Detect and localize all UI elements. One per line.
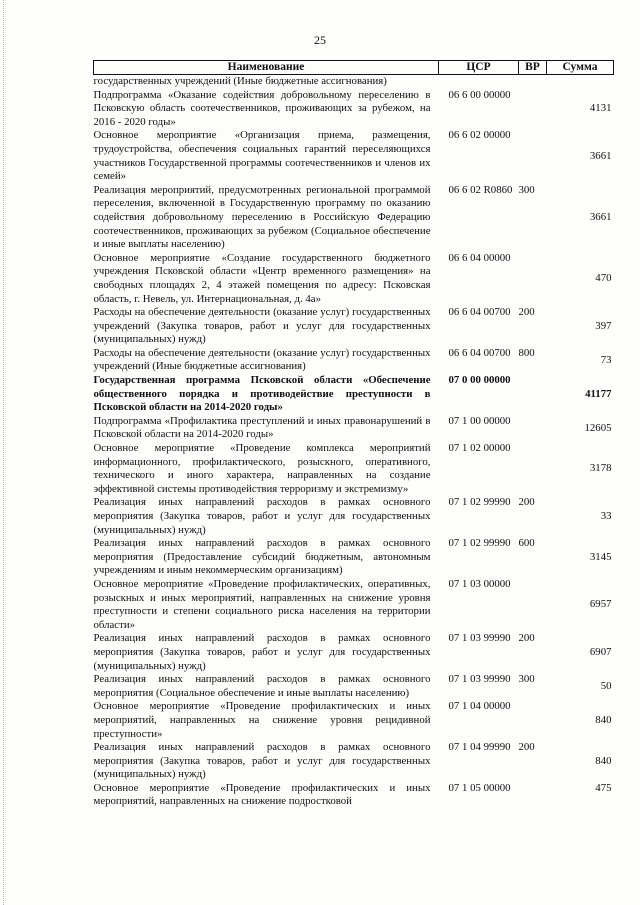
row-name-cell: Реализация иных направлений расходов в рамках основного мероприятия (Предоставление субсидий бюджетным, автономным учреждениям и иным некоммерческим организациям) [93,537,431,577]
row-csr-cell: 07 1 00 00000 [448,414,511,427]
row-sum-cell: 41177 [585,387,612,400]
table-row [94,782,614,809]
row-vr-cell: 200 [518,496,535,509]
budget-table [93,60,614,809]
table-row [94,496,614,537]
row-vr-cell: 300 [518,673,535,686]
row-sum-cell: 12605 [584,421,612,434]
table-row [94,129,614,183]
row-sum-cell: 6957 [589,598,612,611]
row-sum-cell [547,75,614,89]
row-vr-cell: 200 [518,741,535,754]
row-name-cell: Реализация мероприятий, предусмотренных региональной программой переселения, включенной в Государственную программу по оказанию содействия добровольному переселению в Российскую Федерацию соотечественников, проживающих за рубежом (Социальное обеспечение и иные выплаты населению) [93,183,431,251]
row-vr-cell: 300 [518,183,535,196]
row-vr-cell: 600 [518,537,535,550]
table-body [94,75,614,810]
page-number: 25 [314,33,326,47]
row-csr-cell: 06 6 04 00700 [448,306,511,319]
row-csr-cell: 07 1 03 99990 [448,632,511,645]
row-name-cell: Основное мероприятие «Проведение профилактических и иных мероприятий, направленных на снижение уровня рецидивной преступности» [93,700,431,740]
row-vr-cell [519,374,547,415]
row-csr-cell: 07 1 02 00000 [448,442,511,455]
row-csr-cell: 07 1 02 99990 [448,537,511,550]
row-sum-cell: 3661 [589,210,612,223]
row-csr-cell: 06 6 02 00000 [448,129,511,142]
row-name-cell: Подпрограмма «Профилактика преступлений и иных правонарушений в Псковской области на 2014-2020 годы» [93,414,431,441]
row-sum-cell: 6907 [589,645,612,658]
row-csr-cell: 07 1 03 99990 [448,673,511,686]
table-row [94,442,614,496]
row-name-cell: Основное мероприятие «Проведение профилактических, оперативных, розыскных и иных мероприятий, направленных на снижение уровня преступности и степени социального риска населения на территории области» [93,577,431,631]
row-vr-cell [519,700,547,741]
row-csr-cell: 07 1 04 99990 [448,741,511,754]
row-name-cell: Государственная программа Псковской области «Обеспечение общественного порядка и противодействие преступности в Псковской области на 2014-2020 годы» [93,374,431,414]
table-row [94,184,614,252]
table-row [94,306,614,347]
row-csr-cell: 07 0 00 00000 [448,374,511,387]
row-sum-cell: 3661 [589,149,612,162]
row-sum-cell: 73 [600,353,612,366]
row-csr-cell: 06 6 02 R0860 [448,183,513,196]
header-csr: ЦСР [439,61,519,75]
row-sum-cell: 397 [595,319,612,332]
row-name-cell: Основное мероприятие «Создание государственного бюджетного учреждения Псковской области «Центр временного размещения» на свободных площадях 2, 4 этажей помещения по адресу: Псковская область, г. Невель, ул. Интернациональная, д. 4а» [93,251,431,305]
row-name-cell: Реализация иных направлений расходов в рамках основного мероприятия (Социальное обеспечение и иные выплаты населению) [93,673,431,699]
row-csr-cell: 07 1 04 00000 [448,700,511,713]
row-vr-cell: 200 [518,632,535,645]
row-csr-cell [439,75,519,89]
row-vr-cell [519,782,547,809]
row-sum-cell: 33 [600,510,612,522]
row-csr-cell: 06 6 04 00700 [448,346,511,359]
row-name-cell: Реализация иных направлений расходов в рамках основного мероприятия (Закупка товаров, работ и услуг для государственных (муниципальных) нужд) [93,741,431,781]
row-sum-cell: 4131 [589,102,612,115]
row-vr-cell: 200 [518,306,535,319]
table-row [94,89,614,130]
header-vr: ВР [519,61,547,75]
row-vr-cell [519,75,547,89]
table-row [94,75,614,89]
page-edge-mark [3,0,4,905]
row-sum-cell: 470 [595,272,612,285]
row-sum-cell: 50 [600,679,612,692]
row-csr-cell: 07 1 03 00000 [448,577,511,590]
row-csr-cell: 07 1 05 00000 [448,781,511,794]
table-row [94,578,614,632]
row-name-cell: Расходы на обеспечение деятельности (оказание услуг) государственных учреждений (Закупка товаров, работ и услуг для государственных (муниципальных) нужд) [93,306,431,346]
row-sum-cell: 840 [595,754,612,767]
row-csr-cell: 06 6 04 00000 [448,251,511,264]
row-csr-cell: 06 6 00 00000 [448,88,511,101]
table-row [94,700,614,741]
table-row [94,374,614,415]
row-sum-cell: 475 [595,781,612,794]
row-name-cell: Реализация иных направлений расходов в рамках основного мероприятия (Закупка товаров, работ и услуг для государственных (муниципальных) нужд) [93,632,431,672]
row-name-cell: Основное мероприятие «Организация приема, размещения, трудоустройства, обеспечения социальных гарантий переселяющихся участников Государственной программы соотечественников и членов их семей» [93,129,431,183]
row-name-cell: Расходы на обеспечение деятельности (оказание услуг) государственных учреждений (Иные бюджетные ассигнования) [93,346,431,373]
row-vr-cell [519,415,547,442]
row-name-cell: государственных учреждений (Иные бюджетные ассигнования) [93,75,387,87]
row-name-cell: Основное мероприятие «Проведение комплекса мероприятий информационного, профилактического, розыскного, оперативного, технического и иного характера, направленных на создание эффективной системы противодействия терроризму и экстремизму» [93,442,431,495]
row-vr-cell: 800 [518,346,535,359]
table-row [94,673,614,700]
table-row [94,347,614,374]
table-row [94,415,614,442]
row-name-cell: Подпрограмма «Оказание содействия добровольному переселению в Псковскую область соотечественников, проживающих за рубежом, на 2016 - 2020 годы» [93,88,431,128]
header-name: Наименование [94,61,439,75]
table-row [94,252,614,306]
row-sum-cell: 3178 [589,462,612,475]
table-header-row [94,61,614,75]
row-vr-cell [519,252,547,306]
table-row [94,537,614,578]
row-vr-cell [519,89,547,130]
row-name-cell: Основное мероприятие «Проведение профилактических и иных мероприятий, направленных на снижение подростковой [93,781,431,808]
row-name-cell: Реализация иных направлений расходов в рамках основного мероприятия (Закупка товаров, работ и услуг для государственных (муниципальных) нужд) [93,496,431,536]
row-sum-cell: 3145 [589,550,612,563]
header-sum: Сумма [547,61,614,75]
row-sum-cell: 840 [595,713,612,726]
row-csr-cell: 07 1 02 99990 [448,496,511,509]
row-vr-cell [519,129,547,183]
row-vr-cell [519,578,547,632]
row-vr-cell [519,442,547,496]
table-row [94,741,614,782]
table-row [94,632,614,673]
